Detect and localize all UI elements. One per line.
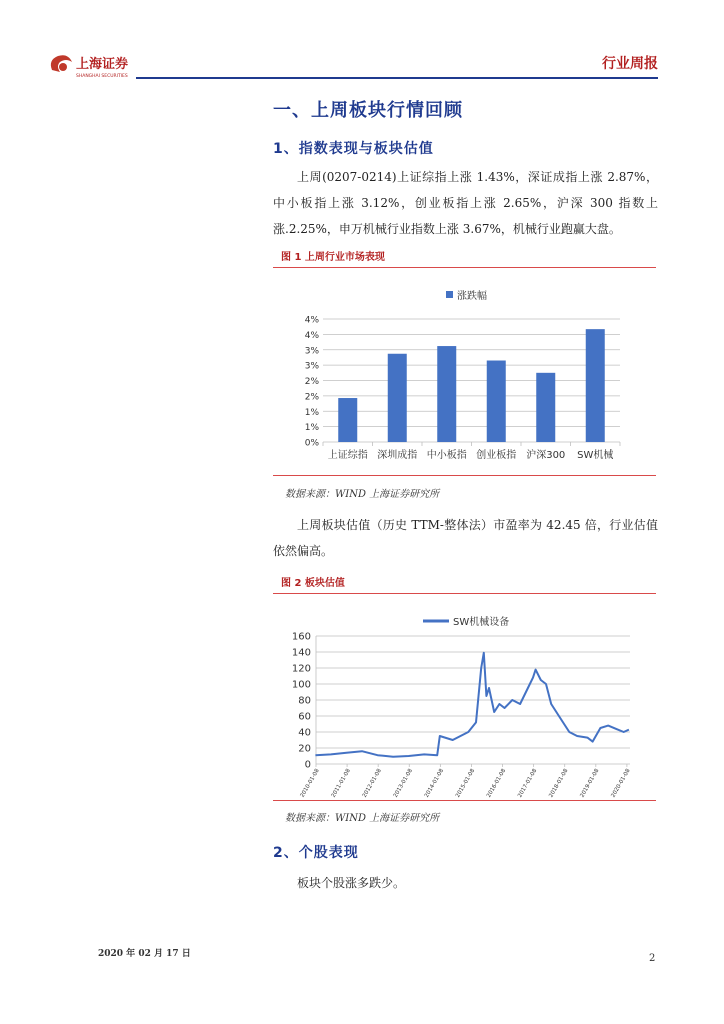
y-tick-label: 20 (298, 743, 311, 755)
figure-1-source: 数据来源：WIND 上海证券研究所 (285, 489, 440, 500)
y-tick-label: 0 (304, 759, 311, 771)
legend-label: SW机械设备 (453, 617, 510, 628)
footer-date: 2020 年 02 月 17 日 (98, 949, 191, 959)
y-tick-label: 140 (291, 647, 311, 659)
x-tick-label: 深圳成指 (377, 450, 418, 461)
x-tick-label: 2019-01-08 (579, 768, 601, 799)
figure-2-chart (273, 596, 656, 804)
x-tick-label: 2011-01-08 (330, 768, 352, 799)
report-type: 行业周报 (602, 56, 658, 72)
x-tick-label: 中小板指 (426, 450, 467, 461)
y-tick-label: 3% (304, 361, 319, 372)
figure-1-chart (273, 270, 656, 478)
x-tick-label: 2010-01-08 (299, 768, 321, 799)
y-tick-label: 1% (304, 423, 319, 434)
y-tick-label: 40 (298, 727, 311, 739)
y-tick-label: 60 (298, 711, 311, 723)
figure-1-bottom-rule (273, 475, 656, 476)
y-tick-label: 4% (304, 330, 319, 341)
logo (46, 50, 138, 80)
header-rule (136, 77, 658, 79)
bar (338, 398, 357, 442)
x-tick-label: 2012-01-08 (361, 768, 383, 799)
y-tick-label: 0% (304, 438, 319, 449)
x-tick-label: 沪深300 (526, 450, 566, 461)
figure-2-top-rule (273, 593, 656, 594)
bar (586, 329, 605, 442)
x-tick-label: 2020-01-08 (610, 768, 632, 799)
y-tick-label: 100 (291, 679, 311, 691)
legend-swatch (446, 291, 453, 298)
bar (437, 346, 456, 442)
figure-2-bottom-rule (273, 800, 656, 801)
paragraph-text: 板块个股涨多跌少。 (297, 876, 406, 890)
bar (388, 354, 407, 442)
x-tick-label: 2018-01-08 (548, 768, 570, 799)
x-tick-label: 创业板指 (476, 450, 517, 461)
bar (487, 361, 506, 442)
x-tick-label: 2014-01-08 (423, 768, 446, 799)
figure-2-label: 图 2 板块估值 (281, 578, 345, 589)
section-title: 一、上周板块行情回顾 (273, 100, 463, 121)
y-tick-label: 160 (291, 631, 311, 643)
y-tick-label: 4% (304, 315, 319, 326)
paragraph-text: 上周板块估值（历史 TTM-整体法）市盈率为 42.45 倍，行业估值依然偏高。 (273, 518, 658, 558)
subsection-title-2: 2、个股表现 (273, 845, 359, 861)
subsection-title-1: 1、指数表现与板块估值 (273, 141, 434, 157)
x-tick-label: 2016-01-08 (486, 768, 508, 799)
paragraph-valuation (273, 512, 658, 564)
y-tick-label: 120 (291, 663, 311, 675)
x-tick-label: 2013-01-08 (392, 768, 415, 799)
x-tick-label: 上证综指 (327, 450, 368, 461)
y-tick-label: 2% (304, 377, 319, 387)
paragraph-text: 上周(0207-0214)上证综指上涨 1.43%，深证成指上涨 2.87%，中小板指上涨 3.12%，创业板指上涨 2.65%，沪深 300 指数上涨.2.25%，申万机械行业指数上涨 3.67%，机械行业跑赢大盘。 (273, 170, 658, 236)
legend-label: 涨跌幅 (457, 291, 487, 302)
y-tick-label: 2% (304, 392, 319, 403)
figure-1-top-rule (273, 267, 656, 268)
logo-text: 上海证券 (76, 57, 129, 72)
x-tick-label: 2015-01-08 (455, 768, 477, 799)
y-tick-label: 80 (298, 695, 311, 707)
figure-1-label: 图 1 上周行业市场表现 (281, 252, 385, 263)
x-tick-label: SW机械 (577, 450, 614, 461)
paragraph-stock-performance (273, 870, 658, 896)
bar (536, 373, 555, 442)
figure-2-source: 数据来源：WIND 上海证券研究所 (285, 813, 440, 824)
y-tick-label: 3% (304, 346, 319, 357)
page-number: 2 (649, 953, 656, 964)
paragraph-index-performance (273, 164, 658, 242)
x-tick-label: 2017-01-08 (517, 768, 539, 799)
logo-subtext: SHANGHAI SECURITIES (76, 74, 128, 79)
y-tick-label: 1% (304, 407, 319, 418)
